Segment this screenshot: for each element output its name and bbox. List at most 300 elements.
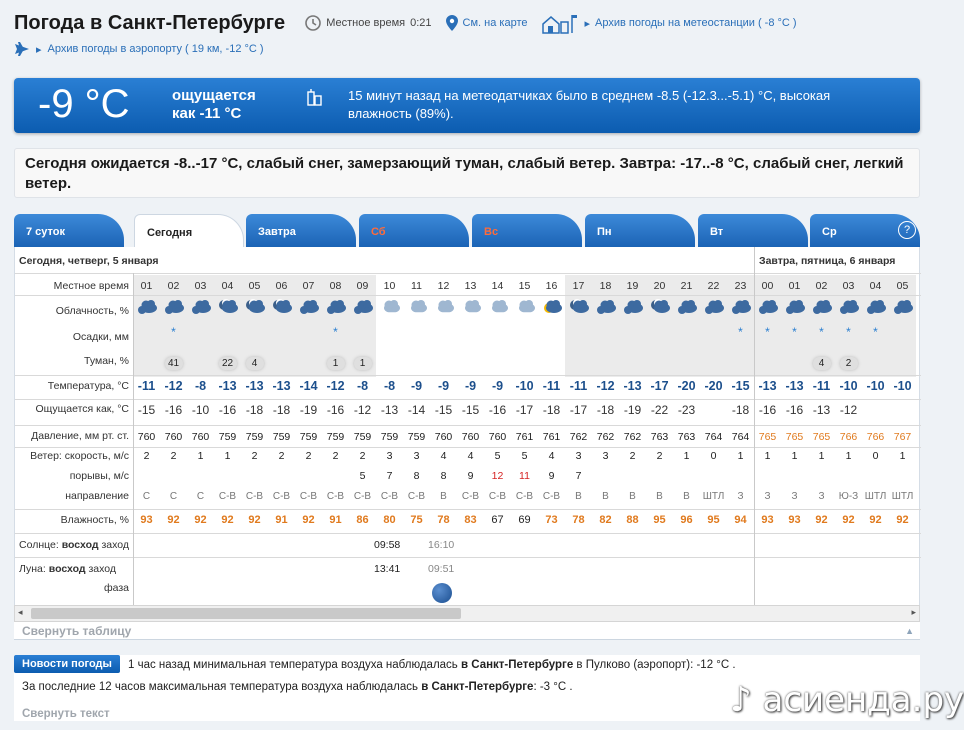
- watermark: ♪ асиенда.ру: [730, 680, 964, 720]
- label-clouds: Облачность, %: [55, 305, 129, 317]
- pressure-cell: 759: [326, 431, 345, 443]
- table-scrollbar[interactable]: [14, 605, 920, 622]
- label-time: Местное время: [53, 280, 129, 292]
- snowflake-icon: *: [792, 325, 797, 339]
- pressure-cell: 759: [353, 431, 372, 443]
- day-divider: [754, 247, 755, 605]
- direction-cell: З: [737, 491, 744, 502]
- hour-cell: 04: [221, 280, 234, 292]
- hour-cell: 17: [572, 280, 585, 292]
- chevron-up-icon: ▲: [905, 626, 914, 636]
- wind-cell: 3: [602, 450, 609, 462]
- sky-cloudsnow-icon: [891, 297, 915, 320]
- feels-cell: -17: [515, 403, 534, 417]
- pressure-cell: 760: [164, 431, 183, 443]
- humidity-cell: 86: [356, 514, 369, 526]
- sky-cloudsnow-icon: [162, 297, 186, 320]
- wind-cell: 4: [548, 450, 555, 462]
- label-moon-set: заход: [88, 563, 117, 575]
- pressure-cell: 761: [542, 431, 561, 443]
- humidity-cell: 88: [626, 514, 639, 526]
- sky-cloudsnow-icon: [783, 297, 807, 320]
- moonrise-time: 13:41: [374, 563, 401, 575]
- humidity-cell: 96: [680, 514, 693, 526]
- humidity-cell: 92: [896, 514, 909, 526]
- scroll-thumb[interactable]: [31, 608, 461, 619]
- direction-cell: ШТЛ: [864, 491, 887, 502]
- label-moon: [19, 563, 116, 575]
- sky-cloudsnow-icon: [621, 297, 645, 320]
- direction-cell: С-В: [515, 491, 534, 502]
- pressure-cell: 760: [191, 431, 210, 443]
- feels-like: ощущается как -11 °С: [172, 87, 256, 122]
- label-precip: Осадки, мм: [72, 331, 129, 343]
- label-moon-rise: восход: [48, 563, 86, 575]
- tab-6[interactable]: Пн: [585, 214, 695, 247]
- tab-2[interactable]: Сегодня: [134, 214, 244, 247]
- direction-cell: С-В: [272, 491, 291, 502]
- sky-cloudsnow-icon: [324, 297, 348, 320]
- sensor-message: 15 минут назад на метеодатчиках было в среднем -8.5 (-12.3...-5.1) °С, высокая влажность (89%).: [348, 88, 831, 121]
- hour-cell: 06: [275, 280, 288, 292]
- tab-8[interactable]: Ср: [810, 214, 920, 247]
- pressure-cell: 767: [893, 431, 912, 443]
- hour-cell: 23: [734, 280, 747, 292]
- station-icon: [541, 12, 579, 34]
- gust-cell: 7: [386, 470, 393, 482]
- pressure-cell: 765: [758, 431, 777, 443]
- hour-cell: 02: [167, 280, 180, 292]
- wind-cell: 2: [278, 450, 285, 462]
- direction-cell: В: [629, 491, 636, 502]
- tab-5[interactable]: Вс: [472, 214, 582, 247]
- snowflake-icon: *: [738, 325, 743, 339]
- direction-cell: ШТЛ: [702, 491, 725, 502]
- pressure-cell: 764: [731, 431, 750, 443]
- map-pin-icon: [446, 15, 458, 31]
- moon-phase-icon: [432, 583, 452, 603]
- feels-cell: -18: [731, 403, 750, 417]
- direction-cell: С-В: [542, 491, 561, 502]
- temp-cell: -10: [893, 379, 912, 393]
- tab-3[interactable]: Завтра: [246, 214, 356, 247]
- sky-cloudsnow-icon: [297, 297, 321, 320]
- feels-cell: -19: [623, 403, 642, 417]
- wind-cell: 2: [251, 450, 258, 462]
- feels-cell: -18: [245, 403, 264, 417]
- temp-cell: -10: [866, 379, 885, 393]
- label-pressure: Давление, мм рт. ст.: [31, 430, 129, 442]
- humidity-cell: 93: [788, 514, 801, 526]
- temp-cell: -10: [839, 379, 858, 393]
- humidity-cell: 92: [302, 514, 315, 526]
- feels-cell: -17: [569, 403, 588, 417]
- hour-cell: 03: [194, 280, 207, 292]
- direction-cell: С: [142, 491, 151, 502]
- gust-cell: 8: [413, 470, 420, 482]
- feels-cell: -15: [434, 403, 453, 417]
- tab-4[interactable]: Сб: [359, 214, 469, 247]
- sunset-time: 16:10: [428, 539, 455, 551]
- pressure-cell: 759: [218, 431, 237, 443]
- feels-cell: -15: [461, 403, 480, 417]
- pressure-cell: 759: [245, 431, 264, 443]
- wind-cell: 4: [440, 450, 447, 462]
- direction-cell: С-В: [380, 491, 399, 502]
- gust-cell: 9: [548, 470, 555, 482]
- fog-badge: [322, 355, 349, 370]
- hour-cell: 16: [545, 280, 558, 292]
- wind-cell: 3: [575, 450, 582, 462]
- temp-cell: -13: [623, 379, 642, 393]
- temp-cell: -13: [272, 379, 291, 393]
- label-direction: направление: [65, 490, 129, 502]
- feels-cell: -22: [650, 403, 669, 417]
- temp-cell: -10: [515, 379, 534, 393]
- station-archive-link[interactable]: ▸ Архив погоды на метеостанции ( -8 °С ): [541, 12, 796, 34]
- feels-cell: -18: [542, 403, 561, 417]
- sky-fogcloud-icon: [432, 297, 456, 320]
- direction-cell: С-В: [326, 491, 345, 502]
- humidity-cell: 92: [842, 514, 855, 526]
- humidity-cell: 78: [572, 514, 585, 526]
- label-wind: Ветер: скорость, м/с: [30, 450, 129, 462]
- feels-cell: -16: [326, 403, 345, 417]
- temp-cell: -11: [137, 379, 156, 393]
- row-divider: [15, 557, 921, 558]
- hour-cell: 05: [248, 280, 261, 292]
- tab-7[interactable]: Вт: [698, 214, 808, 247]
- day-header-tomorrow: Завтра, пятница, 6 января: [759, 255, 896, 267]
- wind-cell: 2: [332, 450, 339, 462]
- humidity-cell: 95: [653, 514, 666, 526]
- direction-cell: В: [656, 491, 663, 502]
- fog-value: 41: [165, 357, 183, 370]
- fog-value: 22: [219, 357, 237, 370]
- label-fog: Туман, %: [84, 355, 129, 367]
- humidity-cell: 91: [275, 514, 288, 526]
- humidity-cell: 95: [707, 514, 720, 526]
- direction-cell: ШТЛ: [891, 491, 914, 502]
- wind-cell: 0: [872, 450, 879, 462]
- day-tabs: [14, 214, 920, 247]
- scroll-left-icon[interactable]: ◂: [18, 607, 23, 617]
- direction-cell: С-В: [353, 491, 372, 502]
- sky-fogcloud-icon: [378, 297, 402, 320]
- feels-cell: -16: [785, 403, 804, 417]
- wind-cell: 2: [305, 450, 312, 462]
- temp-cell: -9: [491, 379, 504, 393]
- hour-cell: 05: [896, 280, 909, 292]
- direction-cell: З: [764, 491, 771, 502]
- gust-cell: 7: [575, 470, 582, 482]
- fog-value: 2: [840, 357, 858, 370]
- humidity-cell: 80: [383, 514, 396, 526]
- sky-nightcloud-icon: [648, 297, 672, 320]
- temp-cell: -9: [410, 379, 423, 393]
- row-divider: [15, 375, 921, 376]
- humidity-cell: 93: [140, 514, 153, 526]
- row-divider: [15, 533, 921, 534]
- day-header-today: Сегодня, четверг, 5 января: [19, 255, 159, 267]
- humidity-cell: 82: [599, 514, 612, 526]
- pressure-cell: 759: [299, 431, 318, 443]
- hour-cell: 19: [626, 280, 639, 292]
- label-feels: Ощущается как, °С: [35, 403, 129, 415]
- feels-cell: -16: [488, 403, 507, 417]
- hour-cell: 15: [518, 280, 531, 292]
- temp-cell: -8: [383, 379, 396, 393]
- temp-cell: -9: [464, 379, 477, 393]
- humidity-cell: 67: [491, 514, 504, 526]
- sky-cloudsnow-icon: [594, 297, 618, 320]
- airplane-icon: [14, 42, 30, 56]
- direction-cell: Ю-З: [838, 491, 859, 502]
- wind-cell: 1: [791, 450, 798, 462]
- fog-badge: [808, 355, 835, 370]
- feels-cell: -18: [596, 403, 615, 417]
- snowflake-icon: *: [846, 325, 851, 339]
- direction-cell: С-В: [299, 491, 318, 502]
- direction-cell: В: [440, 491, 447, 502]
- label-gusts: порывы, м/с: [69, 470, 129, 482]
- humidity-cell: 92: [167, 514, 180, 526]
- humidity-cell: 94: [734, 514, 747, 526]
- hour-cell: 18: [599, 280, 612, 292]
- label-sun: [19, 539, 129, 551]
- pressure-cell: 766: [839, 431, 858, 443]
- row-divider: [15, 295, 921, 296]
- sky-cloudsnow-icon: [837, 297, 861, 320]
- humidity-cell: 75: [410, 514, 423, 526]
- wind-cell: 5: [521, 450, 528, 462]
- hour-cell: 22: [707, 280, 720, 292]
- temp-cell: -15: [731, 379, 750, 393]
- feels-cell: -18: [272, 403, 291, 417]
- humidity-cell: 91: [329, 514, 342, 526]
- direction-cell: С-В: [461, 491, 480, 502]
- hour-cell: 21: [680, 280, 693, 292]
- hour-cell: 14: [491, 280, 504, 292]
- scroll-right-icon[interactable]: ▸: [911, 607, 916, 617]
- sky-nightcloud-icon: [567, 297, 591, 320]
- feels-cell: -15: [137, 403, 156, 417]
- temp-cell: -13: [785, 379, 804, 393]
- pressure-cell: 759: [380, 431, 399, 443]
- hour-cell: 01: [788, 280, 801, 292]
- hourly-table: [14, 247, 920, 605]
- sky-cloudsnow-icon: [810, 297, 834, 320]
- fog-value: 4: [246, 357, 264, 370]
- direction-cell: С-В: [218, 491, 237, 502]
- sky-fogcloud-icon: [486, 297, 510, 320]
- hour-cell: 04: [869, 280, 882, 292]
- feels-cell: -10: [191, 403, 210, 417]
- wind-cell: 1: [818, 450, 825, 462]
- sky-nightcloud-icon: [216, 297, 240, 320]
- gust-cell: 9: [467, 470, 474, 482]
- row-divider: [15, 447, 921, 448]
- snowflake-icon: *: [765, 325, 770, 339]
- humidity-cell: 92: [815, 514, 828, 526]
- row-divider: [15, 425, 921, 426]
- wind-cell: 1: [737, 450, 744, 462]
- fog-badge: [214, 355, 241, 370]
- wind-cell: 2: [656, 450, 663, 462]
- humidity-cell: 92: [221, 514, 234, 526]
- current-temperature: -9 °С: [38, 82, 130, 126]
- sky-cloudsnow-icon: [864, 297, 888, 320]
- temp-cell: -12: [326, 379, 345, 393]
- direction-cell: З: [818, 491, 825, 502]
- temp-cell: -8: [194, 379, 207, 393]
- humidity-cell: 78: [437, 514, 450, 526]
- direction-cell: С: [196, 491, 205, 502]
- row-divider: [15, 399, 921, 400]
- page-title: Погода в Санкт-Петербурге: [14, 11, 286, 34]
- sunrise-time: 09:58: [374, 539, 401, 551]
- sky-cloudsnow-icon: [351, 297, 375, 320]
- temp-cell: -9: [437, 379, 450, 393]
- wind-cell: 2: [143, 450, 150, 462]
- pressure-cell: 762: [596, 431, 615, 443]
- humidity-cell: 92: [194, 514, 207, 526]
- label-sun-prefix: Солнце:: [19, 539, 59, 551]
- sky-nightcloud-icon: [270, 297, 294, 320]
- pressure-cell: 760: [461, 431, 480, 443]
- sky-suncloud-icon: [540, 297, 564, 320]
- moonset-time: 09:51: [428, 563, 455, 575]
- wind-cell: 1: [197, 450, 204, 462]
- temp-cell: -11: [542, 379, 561, 393]
- pressure-cell: 766: [866, 431, 885, 443]
- feels-cell: -16: [758, 403, 777, 417]
- header: [14, 10, 922, 36]
- collapse-text-link[interactable]: Свернуть текст: [22, 708, 110, 720]
- temp-cell: -11: [812, 379, 831, 393]
- fog-badge: [349, 355, 376, 370]
- tab-1[interactable]: 7 суток: [14, 214, 124, 247]
- wind-cell: 1: [845, 450, 852, 462]
- pressure-cell: 760: [434, 431, 453, 443]
- temp-cell: -20: [704, 379, 723, 393]
- pressure-cell: 760: [137, 431, 156, 443]
- direction-cell: З: [791, 491, 798, 502]
- pressure-cell: 759: [407, 431, 426, 443]
- feels-cell: -13: [812, 403, 831, 417]
- wind-cell: 4: [467, 450, 474, 462]
- forecast-summary: Сегодня ожидается -8..-17 °С, слабый снег, замерзающий туман, слабый ветер. Завтра: -17..-8 °С, слабый снег, легкий ветер.: [14, 148, 920, 198]
- direction-cell: В: [602, 491, 609, 502]
- wind-cell: 0: [710, 450, 717, 462]
- fog-badge: [835, 355, 862, 370]
- clock-icon: [305, 15, 321, 31]
- fog-badge: [160, 355, 187, 370]
- hour-cell: 10: [383, 280, 396, 292]
- label-moon-prefix: Луна:: [19, 563, 46, 575]
- hour-cell: 09: [356, 280, 369, 292]
- pressure-cell: 760: [488, 431, 507, 443]
- humidity-cell: 93: [761, 514, 774, 526]
- pressure-cell: 759: [272, 431, 291, 443]
- humidity-cell: 69: [518, 514, 531, 526]
- feels-cell: -23: [677, 403, 696, 417]
- map-link[interactable]: См. на карте: [446, 15, 528, 31]
- hour-cell: 01: [140, 280, 153, 292]
- sky-fogcloud-icon: [405, 297, 429, 320]
- sky-cloud-icon: [729, 297, 753, 320]
- snowflake-icon: *: [819, 325, 824, 339]
- pressure-cell: 761: [515, 431, 534, 443]
- gust-cell: 8: [440, 470, 447, 482]
- snowflake-icon: *: [171, 325, 176, 339]
- hour-cell: 03: [842, 280, 855, 292]
- airport-archive-link[interactable]: ▸ Архив погоды в аэропорту ( 19 км, -12 °С ): [14, 42, 264, 56]
- temp-cell: -12: [164, 379, 183, 393]
- current-weather-banner: [14, 78, 920, 133]
- wind-cell: 2: [629, 450, 636, 462]
- news-line-2: За последние 12 часов максимальная температура воздуха наблюдалась в Санкт-Петербурге: -3 °С .: [22, 681, 573, 693]
- sky-fogcloud-icon: [513, 297, 537, 320]
- hour-cell: 07: [302, 280, 315, 292]
- feels-cell: -12: [353, 403, 372, 417]
- temp-cell: -12: [596, 379, 615, 393]
- sky-cloudsnow-icon: [756, 297, 780, 320]
- collapse-table-link[interactable]: Свернуть таблицу ▲: [14, 622, 920, 640]
- label-phase: фаза: [103, 582, 129, 594]
- label-sun-rise: восход: [61, 539, 99, 551]
- wind-cell: 5: [494, 450, 501, 462]
- hour-cell: 11: [411, 280, 422, 292]
- sky-cloudsnow-icon: [189, 297, 213, 320]
- label-temperature: Температура, °С: [47, 380, 129, 392]
- pressure-cell: 762: [569, 431, 588, 443]
- direction-cell: С-В: [407, 491, 426, 502]
- pressure-cell: 765: [812, 431, 831, 443]
- fog-badge: [241, 355, 268, 370]
- hour-cell: 12: [437, 280, 450, 292]
- sky-fogcloud-icon: [459, 297, 483, 320]
- pressure-cell: 762: [623, 431, 642, 443]
- sky-cloudsnow-icon: [135, 297, 159, 320]
- temp-cell: -13: [758, 379, 777, 393]
- direction-cell: В: [683, 491, 690, 502]
- wind-cell: 2: [170, 450, 177, 462]
- humidity-cell: 92: [869, 514, 882, 526]
- humidity-cell: 83: [464, 514, 477, 526]
- hour-cell: 20: [653, 280, 666, 292]
- gust-cell: 11: [519, 470, 530, 482]
- wind-cell: 2: [359, 450, 366, 462]
- fog-value: 1: [327, 357, 345, 370]
- news-line-1: 1 час назад минимальная температура воздуха наблюдалась в Санкт-Петербурге в Пулково (аэропорт): -12 °С .: [128, 659, 736, 671]
- snowflake-icon: *: [333, 325, 338, 339]
- direction-cell: В: [575, 491, 582, 502]
- wind-cell: 1: [224, 450, 231, 462]
- local-time: Местное время 0:21: [305, 15, 431, 31]
- humidity-cell: 73: [545, 514, 558, 526]
- feels-cell: -14: [407, 403, 426, 417]
- pressure-cell: 765: [785, 431, 804, 443]
- fog-value: 4: [813, 357, 831, 370]
- humidity-cell: 92: [248, 514, 261, 526]
- direction-cell: С-В: [488, 491, 507, 502]
- wind-cell: 1: [683, 450, 690, 462]
- temp-cell: -8: [356, 379, 369, 393]
- temp-cell: -20: [677, 379, 696, 393]
- help-icon[interactable]: ?: [898, 221, 916, 239]
- feels-cell: -16: [164, 403, 183, 417]
